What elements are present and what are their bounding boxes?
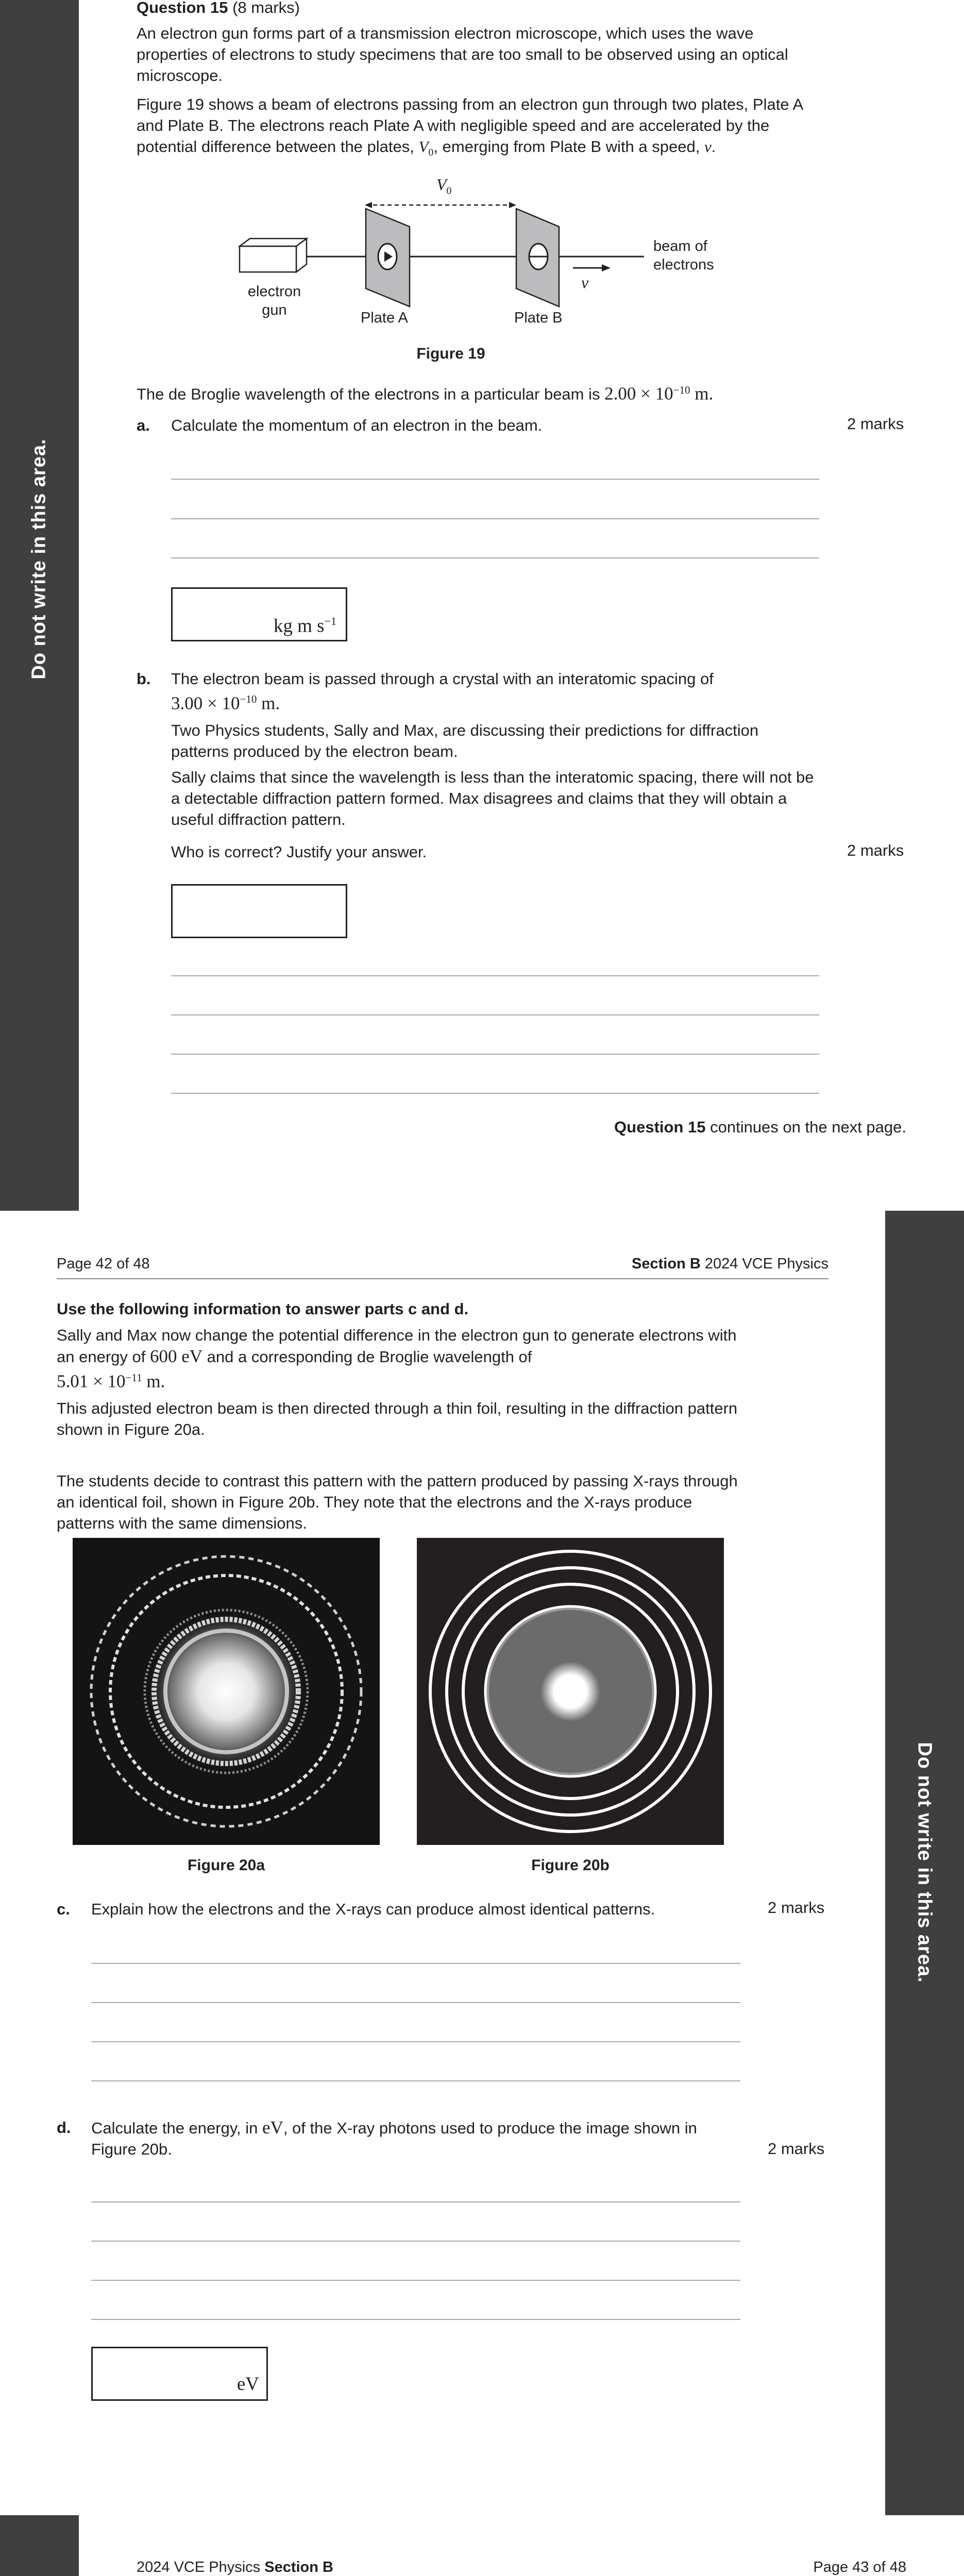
part-a-label: a. <box>137 416 150 434</box>
info-1-wavelength-unit: m. <box>142 1371 165 1392</box>
section-header <box>632 1253 828 1275</box>
footer-section-bold: Section B <box>264 2559 333 2575</box>
right-margin-bar <box>885 1211 964 2515</box>
part-b-spacing-unit: m. <box>257 693 280 714</box>
question-title: Question 15 <box>137 0 228 16</box>
section-footer <box>137 2557 333 2576</box>
figure-label-v0-sub: 0 <box>446 185 452 197</box>
part-a-unit <box>274 615 336 637</box>
answer-line[interactable] <box>171 518 819 519</box>
page-number-header: Page 42 of 48 <box>57 1256 150 1272</box>
figure-description-text-2: , emerging from Plate B with a speed, <box>433 138 704 156</box>
part-a-answer-box[interactable] <box>171 587 347 641</box>
figure-label-beam-line2: electrons <box>653 257 714 273</box>
left-margin-bar <box>0 2515 79 2576</box>
info-1-wavelength-exponent: −11 <box>125 1371 142 1384</box>
answer-line[interactable] <box>91 2319 740 2320</box>
question-heading <box>137 0 300 18</box>
part-c-label: c. <box>57 1900 70 1918</box>
answer-line[interactable] <box>171 1093 819 1094</box>
figure-label-v0 <box>436 175 452 197</box>
answer-line[interactable] <box>91 2041 740 2042</box>
part-b-claims: Sally claims that since the wavelength is less than the interatomic spacing, there will not be a detectable diffraction pattern formed. Max disagrees and claims that they will obtain a useful diffraction pattern. <box>171 768 814 828</box>
part-c-marks: 2 marks <box>768 1899 825 1917</box>
footer-left-text: 2024 VCE Physics <box>137 2559 265 2575</box>
question-marks: (8 marks) <box>232 0 300 16</box>
part-d-marks: 2 marks <box>768 2140 825 2158</box>
wavelength-text: The de Broglie wavelength of the electrons in a particular beam is <box>137 385 605 403</box>
figure-label-plate-b: Plate B <box>514 310 563 326</box>
part-a-unit-exponent: −1 <box>324 614 336 628</box>
figure-label-v0-text: V <box>436 175 447 194</box>
answer-line[interactable] <box>171 975 819 976</box>
part-b-question-line1: The electron beam is passed through a crystal with an interatomic spacing of <box>171 670 714 688</box>
figure-20b-caption: Figure 20b <box>531 1857 610 1874</box>
answer-line[interactable] <box>171 557 819 558</box>
symbol-v0-sub: 0 <box>428 147 434 159</box>
answer-line[interactable] <box>91 1963 740 1964</box>
figure-label-beam-line1: beam of <box>653 238 707 255</box>
info-heading: Use the following information to answer parts c and d. <box>57 1300 469 1318</box>
section-header-text: 2024 VCE Physics <box>700 1256 828 1272</box>
part-b-answer-box[interactable] <box>171 884 347 938</box>
left-margin-bar <box>0 0 79 1211</box>
part-a-marks: 2 marks <box>847 415 904 433</box>
intro-paragraph: An electron gun forms part of a transmission electron microscope, which uses the wave properties of electrons to study specimens that are too small to be observed using an optical microscope. <box>137 24 788 84</box>
continues-note <box>614 1116 906 1138</box>
part-c-question: Explain how the electrons and the X-rays can produce almost identical patterns. <box>91 1900 655 1918</box>
part-a-unit-text: kg m s <box>273 615 325 636</box>
part-b-context: Two Physics students, Sally and Max, are discussing their predictions for diffraction patterns produced by the electron beam. <box>171 721 759 760</box>
answer-line[interactable] <box>171 479 819 480</box>
page-number-footer: Page 43 of 48 <box>813 2559 906 2575</box>
figure-label-electron-gun <box>242 282 307 319</box>
wavelength-value: 2.00 × 10 <box>604 383 673 404</box>
answer-line[interactable] <box>91 2241 740 2242</box>
answer-line[interactable] <box>91 2280 740 2281</box>
figure-description-text: Figure 19 shows a beam of electrons passing from an electron gun through two plates, Plate A and Plate B. The electrons reach Plate A with negligible speed and are accelerated by the potential difference between the plates, <box>137 95 803 156</box>
figure-label-beam <box>653 237 714 274</box>
info-paragraph-3: The students decide to contrast this pattern with the pattern produced by passing X-rays through an identical foil, shown in Figure 20b. They note that the electrons and the X-rays produce patterns with the same dimensions. <box>57 1472 738 1532</box>
continues-note-text: continues on the next page. <box>705 1118 906 1136</box>
section-header-bold: Section B <box>632 1256 701 1272</box>
answer-line[interactable] <box>91 2201 740 2202</box>
wavelength-statement <box>137 380 817 404</box>
figure-label-plate-a: Plate A <box>361 310 408 326</box>
continues-note-bold: Question 15 <box>614 1118 706 1136</box>
info-1-energy: 600 eV <box>149 1346 203 1366</box>
part-b-spacing <box>171 688 280 715</box>
part-d-unit-inline: eV <box>262 2117 283 2138</box>
part-d-question <box>91 2117 735 2160</box>
info-paragraph-1 <box>57 1325 742 1392</box>
part-b-spacing-exponent: −10 <box>240 693 257 705</box>
header-rule <box>57 1278 828 1279</box>
part-d-answer-box[interactable] <box>91 2347 268 2401</box>
wavelength-unit: m. <box>690 383 714 404</box>
answer-line[interactable] <box>91 2002 740 2003</box>
margin-warning-text: Do not write in this area. <box>914 1742 936 1983</box>
figure-label-v: v <box>581 273 589 292</box>
figure-19-caption: Figure 19 <box>416 345 485 362</box>
figure-label-gun-line2: gun <box>262 302 287 318</box>
wavelength-exponent: −10 <box>673 384 690 396</box>
figure-20b-xray-diffraction <box>417 1538 724 1845</box>
part-b-label: b. <box>137 670 151 688</box>
part-b-marks: 2 marks <box>847 841 904 859</box>
part-b-prompt: Who is correct? Justify your answer. <box>171 843 427 861</box>
part-d-unit: eV <box>236 2374 259 2395</box>
figure-description-end: . <box>711 138 716 156</box>
info-paragraph-2: This adjusted electron beam is then directed through a thin foil, resulting in the diffraction pattern shown in Figure 20a. <box>57 1399 738 1438</box>
answer-line[interactable] <box>91 2080 740 2081</box>
info-1-text: Sally and Max now change the potential difference in the electron gun to generate electrons with an energy of <box>57 1326 737 1366</box>
info-1-text-2: and a corresponding de Broglie wavelength of <box>202 1348 532 1366</box>
part-d-text-2: , of the X-ray photons used to produce the image shown in Figure 20b. <box>91 2119 697 2158</box>
part-d-label: d. <box>57 2119 71 2137</box>
part-a-question: Calculate the momentum of an electron in the beam. <box>171 416 543 434</box>
part-b-spacing-value: 3.00 × 10 <box>171 693 240 714</box>
symbol-v: v <box>704 138 712 156</box>
answer-line[interactable] <box>171 1014 819 1015</box>
figure-label-gun-line1: electron <box>247 283 301 300</box>
part-d-text: Calculate the energy, in <box>91 2119 263 2137</box>
info-1-wavelength-value: 5.01 × 10 <box>57 1371 126 1392</box>
figure-20a-caption: Figure 20a <box>187 1857 265 1874</box>
margin-warning-text: Do not write in this area. <box>28 438 50 680</box>
symbol-v0: V <box>418 138 429 156</box>
figure-description <box>137 94 817 163</box>
figure-20a-electron-diffraction <box>73 1538 380 1845</box>
answer-line[interactable] <box>171 1054 819 1055</box>
